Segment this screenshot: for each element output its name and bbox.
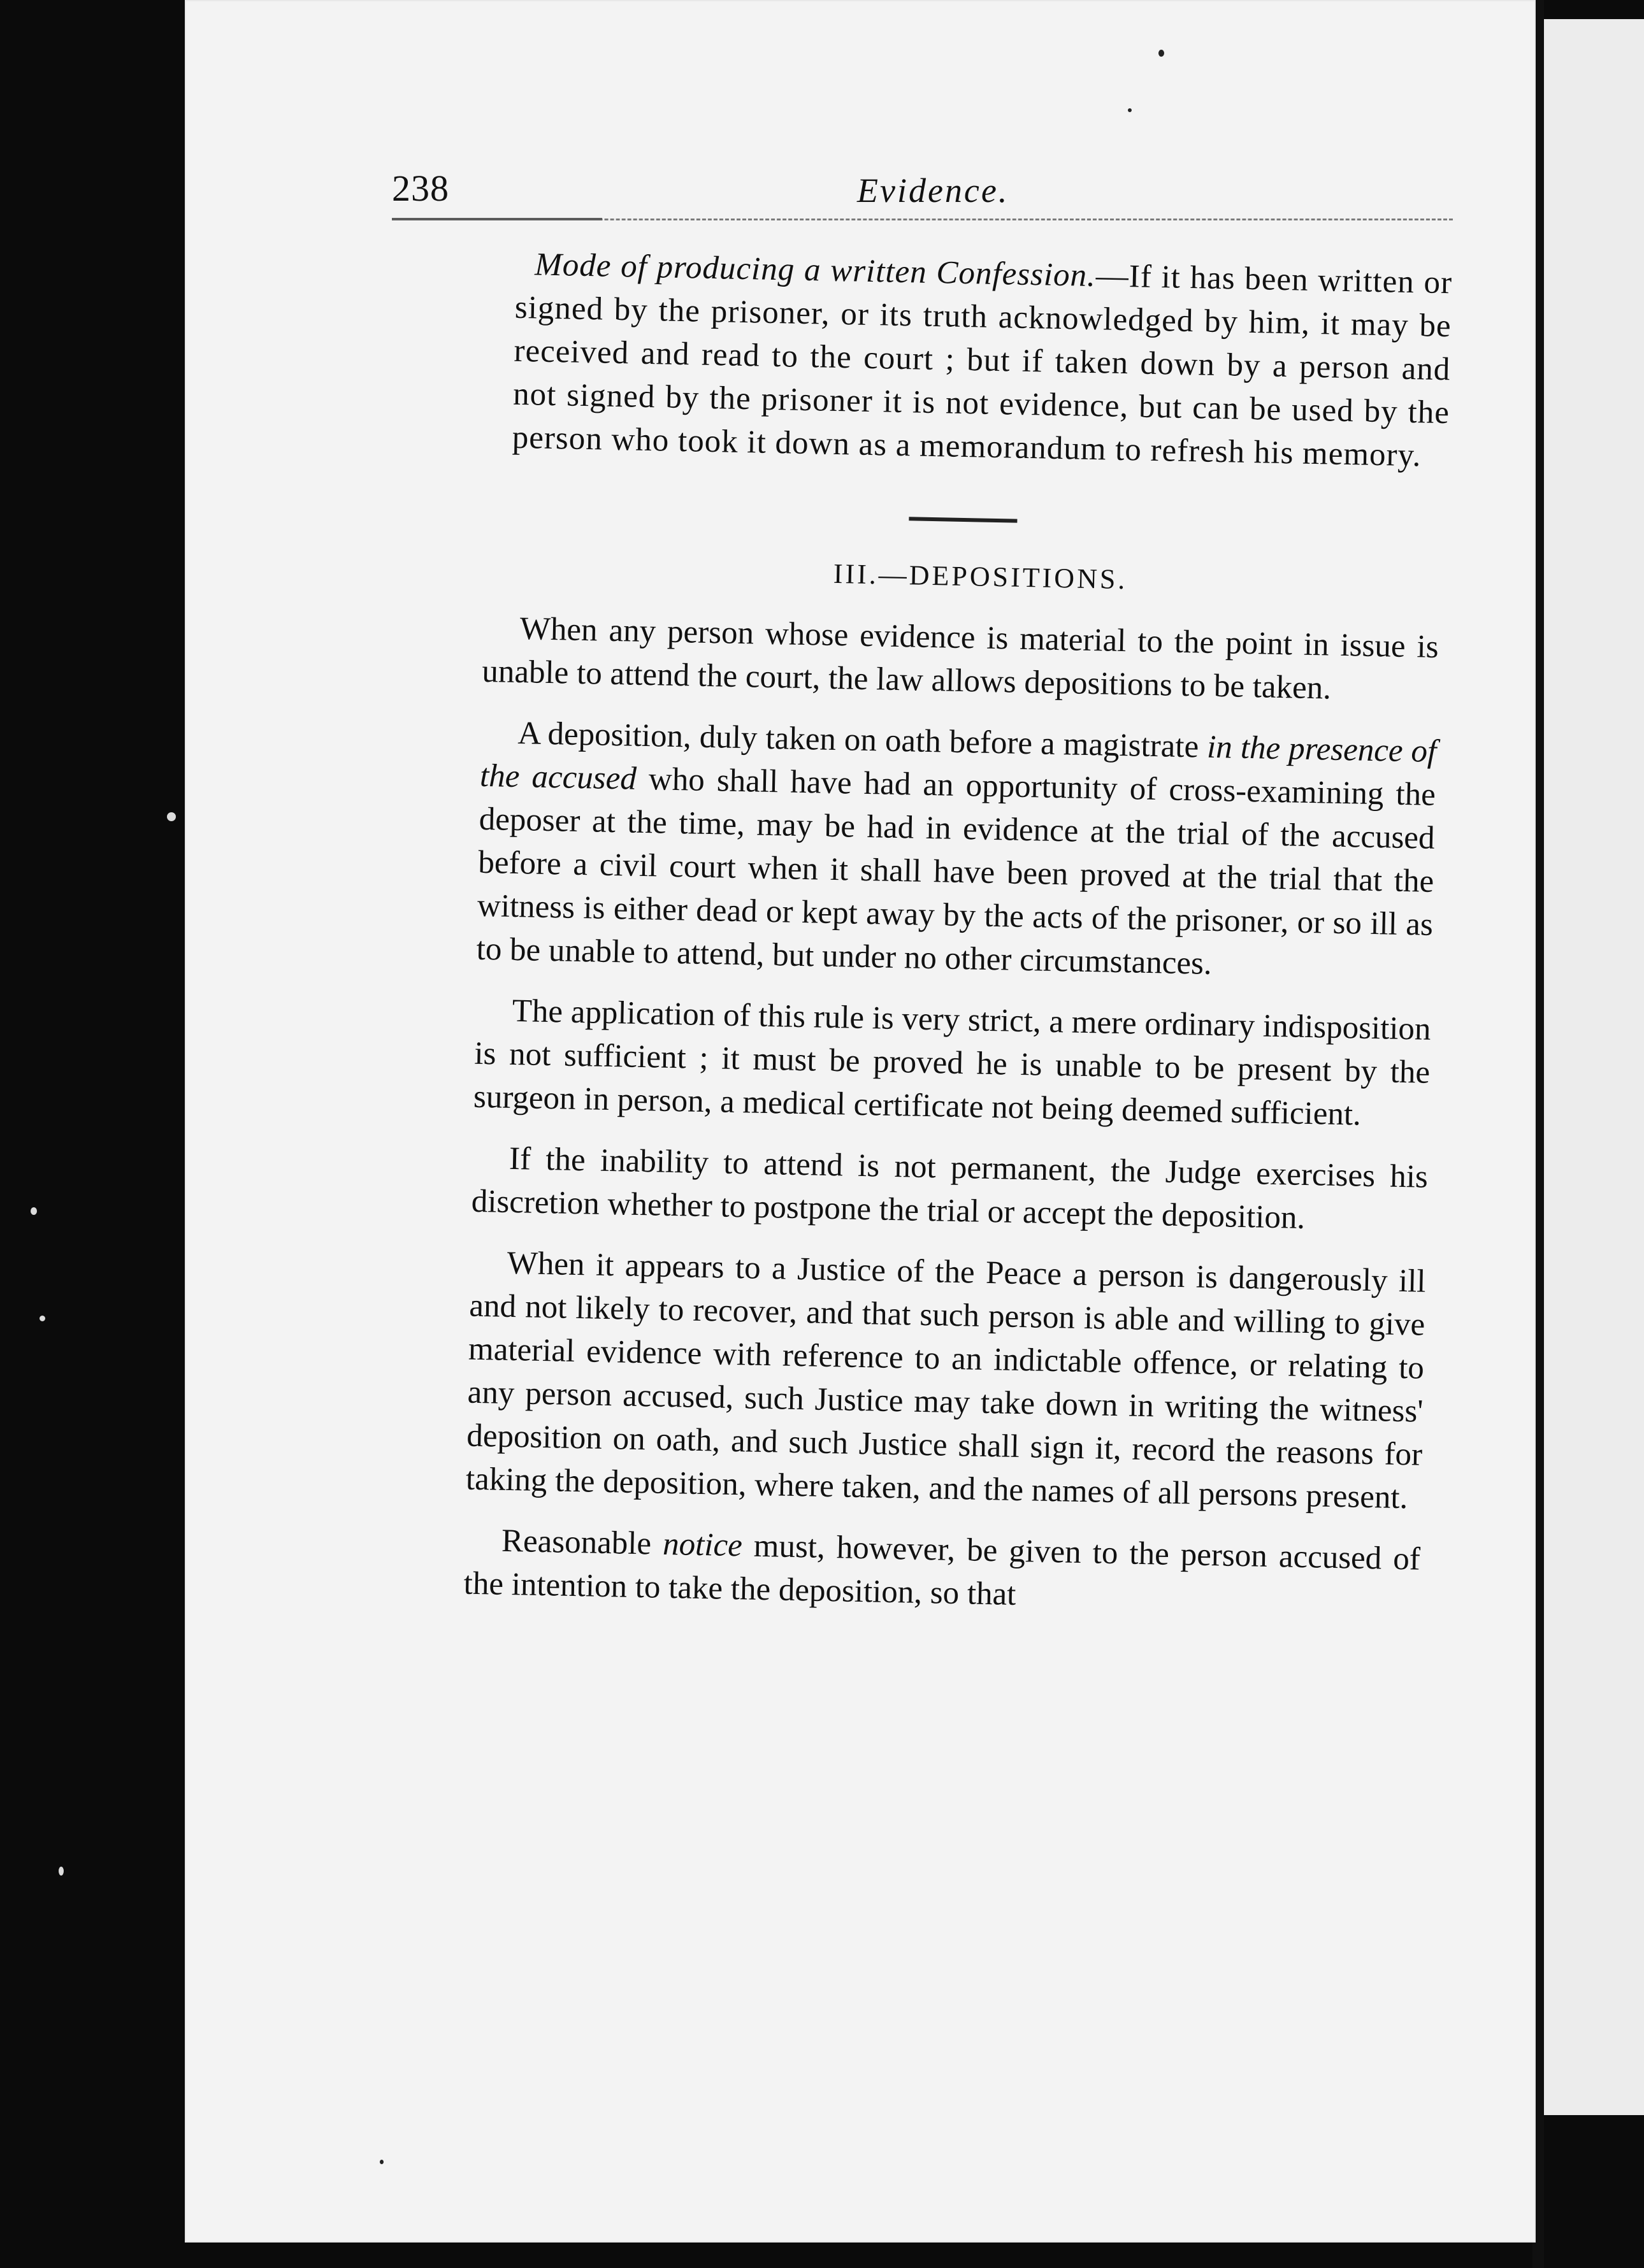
scan-speck (380, 2160, 384, 2164)
italic-phrase: in the presence of the accused (479, 729, 1437, 797)
depositions-paragraph-4: If the inability to attend is not permanent, the Judge exercises his discretion whether to postpone the trial or accept the deposition. (471, 1140, 1429, 1236)
scan-speck (167, 812, 176, 821)
depositions-paragraph-1: When any person whose evidence is material to the point in issue is unable to attend the court, the law allows depositions to be taken. (481, 611, 1439, 707)
section-separator (909, 517, 1017, 522)
italic-word: notice (662, 1526, 743, 1564)
paragraph-text: A deposition, duly taken on oath before a magistrate (517, 715, 1208, 765)
adjacent-page-edge (1542, 19, 1644, 2115)
header-rule-accent (392, 218, 602, 220)
paragraph-text: who shall have had an opportunity of cross-examining the deposer at the time, may be had in evidence at the trial of the accused before a civil court when it shall have been proved at the trial that the witness is either dead or kept away by the acts of the prisoner, or so ill as to be unable to attend, but under no other circumstances. (476, 761, 1436, 982)
scan-speck (31, 1207, 37, 1215)
scan-speck (1158, 50, 1164, 57)
page-number: 238 (392, 168, 449, 209)
page-header (392, 167, 1450, 218)
depositions-paragraph-5: When it appears to a Justice of the Peace a person is dangerously ill and not likely to recover, and that such person is able and willing to give material evidence with reference to an indictable offence, or relating to any person accused, such Justice may take down in writing the witness' deposition on oath, and such Justice shall sign it, record the reasons for taking the deposition, where taken, and the names of all persons present. (465, 1245, 1427, 1516)
scan-speck (1128, 108, 1132, 112)
running-title: Evidence. (857, 171, 1009, 210)
paragraph-lead: Mode of producing a written Confession. (534, 247, 1097, 294)
depositions-paragraph-6 (463, 1519, 1420, 1625)
paragraph-text: must, however, be given to the person accused of the intention to take the deposition, so that (463, 1528, 1421, 1612)
depositions-paragraph-2 (476, 711, 1437, 990)
scan-speck (40, 1316, 45, 1321)
paragraph-text: —If it has been written or signed by the prisoner, or its truth acknowledged by him, it may be received and read to the court ; but if taken down by a person and not signed by the prisoner it is not evidence, but can be used by the person who took it down as a memorandum to refresh his memory. (512, 258, 1453, 474)
page-body (463, 242, 1453, 1642)
scan-speck (59, 1867, 64, 1876)
depositions-paragraph-3: The application of this rule is very strict, a mere ordinary indisposition is not sufficient ; it must be proved he is unable to be present by the surgeon in person, a medical certificate not being deemed sufficient. (473, 993, 1432, 1133)
paragraph-text: Reasonable (501, 1523, 663, 1562)
confession-paragraph (512, 243, 1453, 478)
section-heading: III.—DEPOSITIONS. (833, 557, 1128, 596)
